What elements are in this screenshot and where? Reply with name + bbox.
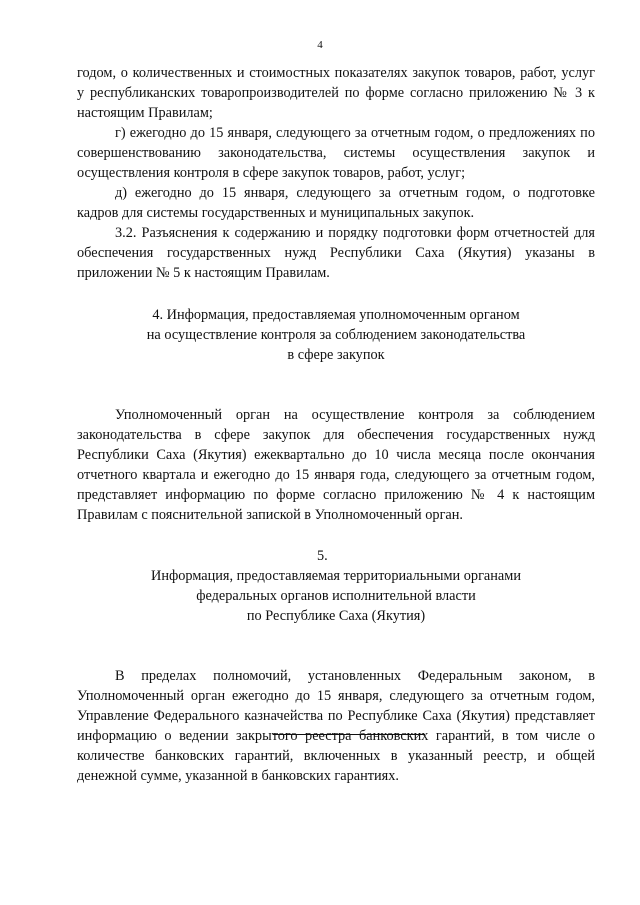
paragraph-item-d: д) ежегодно до 15 января, следующего за отчетным годом, о подготовке кадров для системы государственных и муниципальных закупок. <box>77 185 595 221</box>
section-5-heading-first-line <box>77 546 595 586</box>
section-5-heading-first-text: Информация, предоставляемая территориальными органами <box>151 568 521 584</box>
section-5-number: 5. <box>317 548 328 564</box>
section-5-heading-line: по Республике Саха (Якутия) <box>246 608 426 624</box>
section-4-heading <box>77 305 595 365</box>
section-4-heading-line: на осуществление контроля за соблюдением законодательства <box>146 327 526 343</box>
paragraph-item-g: г) ежегодно до 15 января, следующего за отчетным годом, о предложениях по совершенствованию законодательства, системы осуществления закупок и осуществления контроля в сфере закупок товаров, работ, услуг; <box>77 125 595 181</box>
paragraph-continuation-v: годом, о количественных и стоимостных показателях закупок товаров, работ, услуг у республиканских товаропроизводителей по форме согласно приложению № 3 к настоящим Правилам; <box>77 65 595 121</box>
section-4-heading-line: в сфере закупок <box>287 347 385 363</box>
section-5-body: В пределах полномочий, установленных Федеральным законом, в Уполномоченный орган ежегодно до 15 января, следующего за отчетным годом, Управление Федерального казначейства по Республике Саха (Якутия) представляет информацию о ведении закрытого реестра банковских гарантий, в том числе о количестве банковских гарантий, включенных в указанный реестр, и общей денежной сумме, указанной в банковских гарантиях. <box>77 668 595 784</box>
paragraph-item-3-2: 3.2. Разъяснения к содержанию и порядку подготовки форм отчетностей для обеспечения государственных нужд Республики Саха (Якутия) указаны в приложении № 5 к настоящим Правилам. <box>77 225 595 281</box>
end-of-document-rule <box>273 734 425 735</box>
document-body <box>77 63 595 786</box>
section-5-heading <box>77 546 595 626</box>
section-4-heading-line: 4. Информация, предоставляемая уполномоченным органом <box>152 307 520 323</box>
section-4-body: Уполномоченный орган на осуществление контроля за соблюдением законодательства в сфере закупок для обеспечения государственных нужд Республики Саха (Якутия) ежеквартально до 10 числа месяца после окончания отчетного квартала и ежегодно до 15 января года, следующего за отчетным годом, представляет информацию по форме согласно приложению № 4 к настоящим Правилам с пояснительной запиской в Уполномоченный орган. <box>77 407 595 523</box>
page-number: 4 <box>317 39 323 51</box>
section-5-heading-line: федеральных органов исполнительной власти <box>196 588 476 604</box>
